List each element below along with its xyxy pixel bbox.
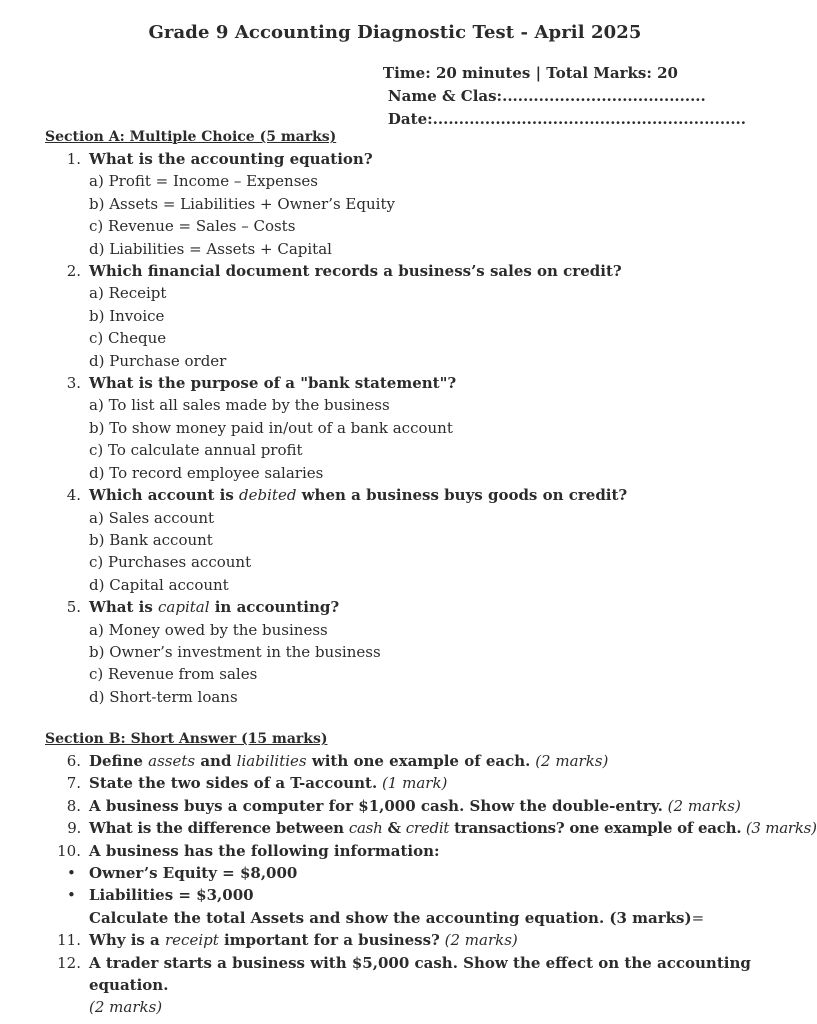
stem-text: in accounting?	[209, 598, 340, 617]
question-stem	[89, 819, 741, 837]
bullet-item	[45, 884, 755, 906]
section-b-questions	[45, 750, 817, 1019]
option: a) Receipt	[89, 284, 167, 303]
question-number: 9.	[67, 819, 81, 838]
marks-label: (1 mark)	[381, 774, 448, 793]
option: b) Assets = Liabilities + Owner’s Equity	[89, 194, 395, 213]
option: d) Liabilities = Assets + Capital	[89, 239, 332, 258]
question-10	[45, 840, 755, 862]
option: c) Revenue = Sales – Costs	[89, 217, 296, 236]
question-6	[45, 750, 755, 772]
keyword: debited	[239, 486, 297, 505]
bullet-dot: •	[67, 864, 76, 883]
question-number: 12.	[57, 953, 81, 972]
option: b) Bank account	[89, 530, 213, 549]
option: c) Cheque	[89, 329, 167, 348]
stem-text: What is the difference between	[89, 819, 349, 838]
question-number: 7.	[66, 774, 81, 793]
question-1	[45, 148, 755, 170]
option: d) Capital account	[89, 575, 229, 594]
test-meta	[383, 62, 746, 131]
question-3	[45, 372, 755, 394]
question-12-marks	[45, 996, 755, 1018]
question-number: 5.	[66, 598, 81, 617]
time-marks: Time: 20 minutes | Total Marks: 20	[382, 64, 678, 82]
question-8	[45, 795, 755, 817]
stem-text: transactions? one example of each.	[449, 819, 742, 838]
option: c) To calculate annual profit	[89, 441, 303, 460]
section-b-heading: Section B: Short Answer (15 marks)	[45, 731, 328, 747]
question-number: 11.	[57, 931, 81, 950]
question-number: 10.	[57, 841, 81, 860]
stem-text: and	[195, 752, 237, 770]
keyword: assets	[148, 752, 196, 770]
bullet-text: Liabilities = $3,000	[89, 886, 254, 905]
question-stem: What is the purpose of a "bank statement"?	[89, 374, 457, 393]
question-12	[45, 952, 755, 997]
marks-label: (2 marks)	[667, 796, 741, 815]
question-stem: A trader starts a business with $5,000 cash. Show the effect on the accounting equation.	[89, 953, 751, 995]
question-4	[45, 484, 755, 506]
marks-label: (2 marks)	[444, 931, 518, 950]
question-stem: A business buys a computer for $1,000 cash. Show the double-entry.	[89, 796, 663, 815]
marks-label: (2 marks)	[535, 752, 609, 770]
stem-text: with one example of each.	[306, 752, 531, 770]
question-2	[45, 260, 755, 282]
question-number: 6.	[66, 752, 81, 770]
question-5	[45, 596, 755, 618]
option: a) To list all sales made by the business	[89, 396, 390, 415]
question-stem: What is the accounting equation?	[89, 150, 373, 168]
instruction-text: Calculate the total Assets and show the accounting equation. (3 marks)	[89, 908, 692, 927]
option: a) Profit = Income – Expenses	[89, 172, 318, 191]
date-field: Date:............................................................	[387, 110, 746, 128]
section-a-heading: Section A: Multiple Choice (5 marks)	[45, 129, 337, 145]
option: d) To record employee salaries	[89, 463, 324, 482]
name-class-field: Name & Clas:.......................................	[387, 87, 706, 105]
section-a-questions	[45, 148, 755, 708]
stem-text: &	[382, 819, 406, 838]
question-stem	[89, 486, 627, 504]
trailing-text: =	[691, 908, 705, 927]
page-title: Grade 9 Accounting Diagnostic Test - April 2025	[148, 22, 642, 43]
keyword: receipt	[165, 931, 219, 950]
question-number: 3.	[66, 374, 81, 393]
question-number: 8.	[66, 796, 81, 815]
keyword: credit	[405, 819, 450, 838]
stem-text: important for a business?	[218, 931, 440, 950]
question-stem	[89, 598, 339, 616]
question-9	[45, 817, 817, 839]
question-7	[45, 772, 755, 794]
option: b) To show money paid in/out of a bank account	[89, 418, 453, 437]
stem-text: Which account is	[89, 486, 240, 505]
question-stem	[89, 931, 440, 949]
marks-label: (2 marks)	[89, 998, 163, 1017]
keyword: liabilities	[236, 752, 307, 770]
option: c) Revenue from sales	[89, 665, 258, 684]
option: b) Invoice	[89, 306, 165, 325]
marks-label: (3 marks)	[745, 819, 817, 838]
stem-text: What is	[89, 598, 158, 617]
question-stem	[89, 752, 530, 770]
question-stem: Which financial document records a business’s sales on credit?	[89, 262, 622, 281]
question-number: 4.	[66, 486, 81, 505]
option: b) Owner’s investment in the business	[89, 642, 381, 661]
question-number: 1.	[66, 150, 81, 168]
question-stem: A business has the following information:	[89, 841, 440, 860]
stem-text: Why is a	[89, 931, 165, 950]
bullet-item	[45, 862, 755, 884]
option: a) Sales account	[89, 508, 215, 527]
option: d) Purchase order	[89, 351, 227, 370]
keyword: cash	[348, 819, 383, 838]
option: d) Short-term loans	[89, 687, 238, 706]
question-10-instruction	[45, 907, 755, 929]
bullet-dot: •	[67, 886, 76, 905]
bullet-text: Owner’s Equity = $8,000	[89, 864, 298, 883]
option: c) Purchases account	[89, 553, 252, 572]
option: a) Money owed by the business	[89, 620, 328, 639]
stem-text: Define	[89, 752, 149, 770]
stem-text: when a business buys goods on credit?	[296, 486, 628, 505]
keyword: capital	[158, 598, 210, 617]
question-number: 2.	[66, 262, 81, 281]
question-stem: State the two sides of a T-account.	[89, 774, 378, 793]
question-11	[45, 929, 755, 951]
